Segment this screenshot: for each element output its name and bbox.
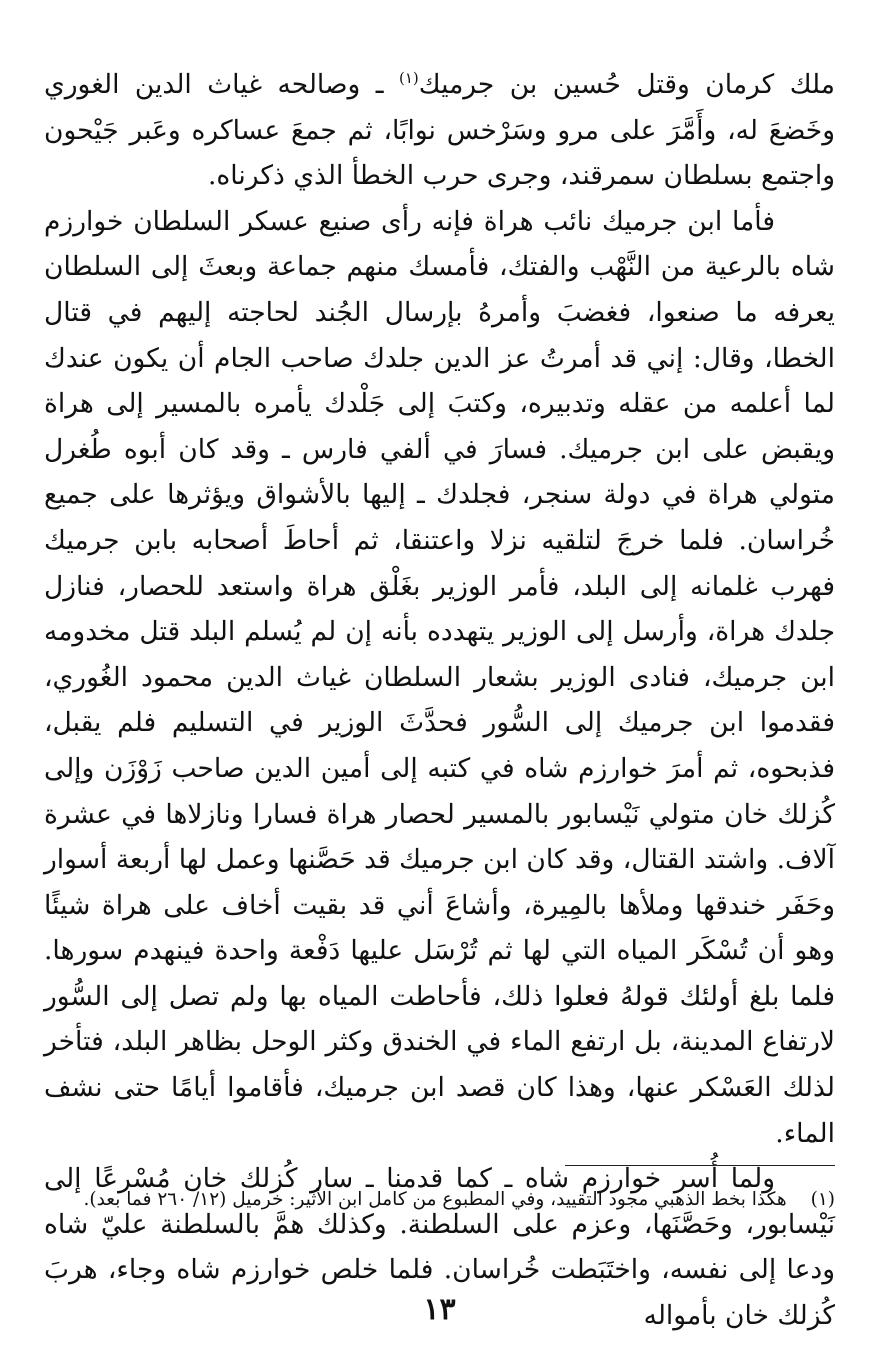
paragraph-3: ولما أُسر خوارزم شاه ـ كما قدمنا ـ سار كُزلك خان مُسْرعًا إلى نَيْسابور، وحَصَّنَها، وعزم على السلطنة. وكذلك همَّ بالسلطنة عليّ شاه ودعا إلى نفسه، واختَبَطت خُراسان. فلما خلص خوارزم شاه وجاء، هربَ كُزلك خان بأمواله (44, 1163, 835, 1332)
paragraph-1 (44, 62, 835, 199)
footnote-divider (565, 1165, 835, 1166)
body-text (44, 62, 835, 1339)
paragraph-1-text-end: ـ وصالحه غياث الدين الغوري وخَضعَ له، وأَمَّرَ على مرو وسَرْخس نوابًا، ثم جمعَ عساكره وعَبر جَيْحون واجتمع بسلطان سمرقند، وجرى حرب الخطأ الذي ذكرناه. (44, 69, 835, 192)
paragraph-1-text-start: ملك كرمان وقتل حُسين بن جرميك (418, 69, 835, 100)
footnote-text: هكذا بخط الذهبي مجود التقييد، وفي المطبوع من كامل ابن الأثير: خرميل (١٢/ ٢٦٠ فما بعد). (83, 1189, 787, 1210)
footnote (44, 1184, 835, 1215)
footnote-reference[interactable]: (١) (398, 69, 419, 88)
footnote-number: (١) (810, 1189, 835, 1210)
page-number: ١٣ (423, 1292, 456, 1327)
paragraph-2: فأما ابن جرميك نائب هراة فإنه رأى صنيع عسكر السلطان خوارزم شاه بالرعية من النَّهْب والفتك، فأمسك منهم جماعة وبعثَ إلى السلطان يعرفه ما صنعوا، فغضبَ وأمرهُ بإرسال الجُند لحاجته إليهم في قتال الخطا، وقال: إني قد أمرتُ عز الدين جلدك صاحب الجام أن يكون عندك لما أعلمه من عقله وتدبيره، وكتبَ إلى جَلْدك يأمره بالمسير إلى هراة ويقبض على ابن جرميك. فسارَ في ألفي فارس ـ وقد كان أبوه طُغرل متولي هراة في دولة سنجر، فجلدك ـ إليها بالأشواق ويؤثرها على جميع خُراسان. فلما خرجَ لتلقيه نزلا واعتنقا، ثم أحاطَ أصحابه بابن جرميك فهرب غلمانه إلى البلد، فأمر الوزير بغَلْق هراة واستعد للحصار، فنازل جلدك هراة، وأرسل إلى الوزير يتهدده بأنه إن لم يُسلم البلد قتل مخدومه ابن جرميك، فنادى الوزير بشعار السلطان غياث الدين محمود الغُوري، فقدموا ابن جرميك إلى السُّور فحدَّثَ الوزير في التسليم فلم يقبل، فذبحوه، ثم أمرَ خوارزم شاه في كتبه إلى أمين الدين صاحب زَوْزَن وإلى كُزلك خان متولي نَيْسابور بالمسير لحصار هراة فسارا ونازلاها في عشرة آلاف. واشتد القتال، وقد كان ابن جرميك قد حَصَّنها وعمل لها أربعة أسوار وحَفَر خندقها وملأها بالمِيرة، وأشاعَ أني قد بقيت أخاف على هراة شيئًا وهو أن تُسْكَر المياه التي لها ثم تُرْسَل عليها دَفْعة واحدة فينهدم سورها. فلما بلغ أولئك قولهُ فعلوا ذلك، فأحاطت المياه بها ولم تصل إلى السُّور لارتفاع المدينة، بل ارتفع الماء في الخندق وكثر الوحل بظاهر البلد، فتأخر لذلك العَسْكر عنها، وهذا كان قصد ابن جرميك، فأقاموا أيامًا حتى نشف الماء. (44, 205, 835, 1149)
